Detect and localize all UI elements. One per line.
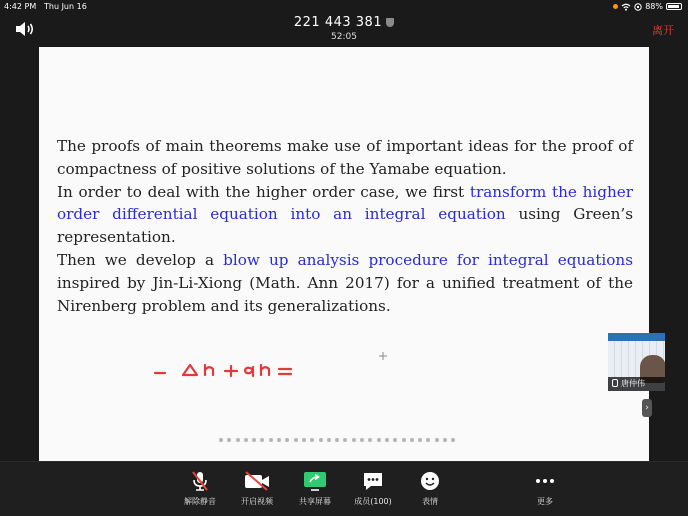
unmute-label: 解除静音 (184, 497, 216, 506)
page-dot[interactable] (219, 438, 223, 442)
highlighted-text: transform the higher order differential equation into an integral equation (57, 182, 633, 224)
page-dot[interactable] (285, 438, 289, 442)
orientation-lock-icon (634, 3, 642, 11)
shared-screen[interactable] (39, 47, 649, 461)
page-dot[interactable] (426, 438, 430, 442)
slide-page-indicator[interactable] (219, 427, 489, 433)
mic-in-use-indicator-icon (613, 4, 618, 9)
page-dot[interactable] (310, 438, 314, 442)
video-off-icon (243, 470, 271, 492)
page-dot[interactable] (352, 438, 356, 442)
emoji-icon (419, 470, 441, 492)
page-dot[interactable] (360, 438, 364, 442)
wifi-icon (621, 3, 631, 11)
meeting-id[interactable] (0, 15, 688, 30)
page-dot[interactable] (236, 438, 240, 442)
pointer-crosshair-icon (379, 352, 387, 360)
mic-icon (612, 379, 618, 387)
page-dot[interactable] (227, 438, 231, 442)
page-dot[interactable] (252, 438, 256, 442)
more-icon (532, 470, 558, 492)
unmute-button[interactable] (170, 470, 230, 514)
clock: 4:42 PM (4, 2, 37, 11)
meeting-header (0, 12, 688, 48)
page-dot[interactable] (377, 438, 381, 442)
status-indicators (613, 2, 682, 11)
page-dot[interactable] (343, 438, 347, 442)
page-dot[interactable] (418, 438, 422, 442)
page-dot[interactable] (335, 438, 339, 442)
share-screen-icon (302, 470, 328, 492)
page-dot[interactable] (302, 438, 306, 442)
shield-icon (386, 18, 394, 27)
meeting-timer: 52:05 (331, 32, 357, 42)
mic-muted-icon (189, 470, 211, 492)
reactions-button[interactable] (400, 470, 460, 514)
reactions-label: 表情 (422, 497, 438, 506)
slide-text-run: The proofs of main theorems make use of important ideas for the proof of compactness of positive solutions of the Yamabe equation. (57, 137, 633, 178)
page-dot[interactable] (385, 438, 389, 442)
page-dot[interactable] (260, 438, 264, 442)
slide-text-run: In order to deal with the higher order case, we first (57, 182, 470, 201)
page-dot[interactable] (277, 438, 281, 442)
page-dot[interactable] (244, 438, 248, 442)
page-dot[interactable] (269, 438, 273, 442)
participant-video-thumbnail[interactable] (608, 333, 665, 391)
page-dot[interactable] (319, 438, 323, 442)
start-video-button[interactable] (227, 470, 287, 514)
more-button[interactable] (515, 470, 575, 514)
page-dot[interactable] (410, 438, 414, 442)
page-dot[interactable] (435, 438, 439, 442)
participant-nameplate (608, 377, 665, 391)
participants-button[interactable] (343, 470, 403, 514)
slide-paragraph (57, 135, 633, 181)
share-screen-label: 共享屏幕 (299, 497, 331, 506)
battery-icon (666, 3, 682, 10)
date: Thu Jun 16 (44, 2, 87, 11)
participant-name: 唐仲伟 (621, 379, 645, 388)
slide-paragraph (57, 249, 633, 317)
participants-icon (361, 470, 385, 492)
share-screen-button[interactable] (285, 470, 345, 514)
meeting-toolbar (0, 461, 688, 516)
battery-percentage: 88% (645, 2, 663, 11)
page-dot[interactable] (443, 438, 447, 442)
slide-text-run: Then we develop a (57, 250, 224, 269)
page-dot[interactable] (451, 438, 455, 442)
participants-label: 成员(100) (354, 497, 392, 506)
highlighted-text: blow up analysis procedure for integral equations (223, 250, 633, 269)
page-dot[interactable] (393, 438, 397, 442)
page-dot[interactable] (368, 438, 372, 442)
start-video-label: 开启视频 (241, 497, 273, 506)
leave-button[interactable]: 离开 (652, 24, 674, 37)
more-label: 更多 (537, 497, 553, 506)
slide-text-run: inspired by Jin-Li-Xiong (Math. Ann 2017) for a unified treatment of the Nirenberg problem and its generalizations. (57, 273, 633, 315)
collapse-thumbnail-handle[interactable]: › (642, 399, 652, 417)
page-dot[interactable] (402, 438, 406, 442)
slide-paragraph (57, 181, 633, 249)
ink-annotation (151, 357, 331, 381)
page-dot[interactable] (294, 438, 298, 442)
meeting-id-text: 221 443 381 (293, 15, 383, 30)
slide-text (57, 135, 633, 317)
slide-text-run: using Green’s representation. (57, 205, 633, 247)
page-dot[interactable] (327, 438, 331, 442)
